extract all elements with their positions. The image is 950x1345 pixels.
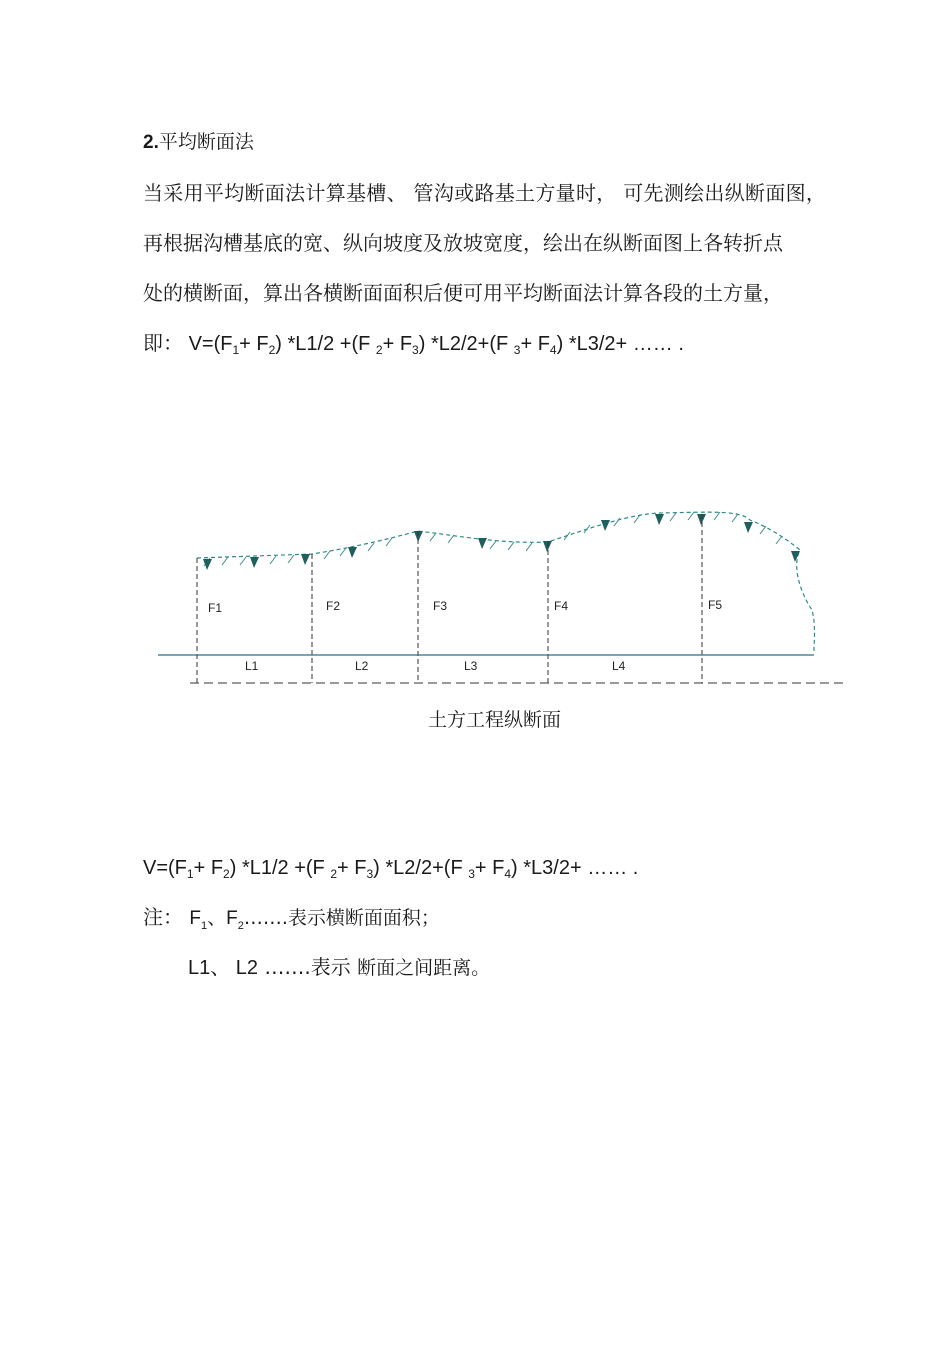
diagram-caption: 土方工程纵断面 — [428, 709, 562, 731]
note-line-2 — [188, 955, 490, 980]
ground-profile-line — [197, 512, 815, 652]
formula-inline — [143, 331, 684, 362]
label-l4: L4 — [612, 659, 626, 673]
note-text-1: …….表示横断面面积； — [243, 907, 440, 929]
label-l2: L2 — [355, 659, 369, 673]
note-text-2: …….表示 — [264, 955, 351, 979]
heading-number: 2. — [143, 132, 159, 153]
label-f3: F3 — [433, 599, 448, 613]
longitudinal-section-diagram — [150, 500, 850, 700]
paragraph-line-3: 处的横断面，算出各横断面面积后便可用平均断面法计算各段的土方量， — [143, 281, 783, 305]
hatching — [204, 512, 782, 566]
label-l3: L3 — [464, 659, 478, 673]
formula-prefix: 即： — [143, 331, 183, 355]
paragraph-line-2: 再根据沟槽基底的宽、纵向坡度及放坡宽度，绘出在纵断面图上各转折点 — [143, 231, 783, 255]
note-text-3: 断面之间距离。 — [357, 957, 491, 979]
label-f2: F2 — [326, 599, 341, 613]
formula-2: $V=(F_1+ F_2)$ *L1/2 +(F $_2+ F_3$) *L2/2+(F $_3+ F_4$) *L3/2+ …… . — [143, 857, 639, 881]
note-l-symbols: L1、 L2 — [188, 957, 259, 979]
label-f1: F1 — [208, 601, 223, 615]
formula-1: $V=(F_1+ F_2)$ *L1/2 +(F $_2+ F_3$) *L2/2+(F $_3+ F_4$) *L3/2+ …… . — [188, 333, 684, 357]
label-f5: F5 — [708, 598, 723, 612]
station-markers — [203, 514, 800, 570]
paragraph-line-1: 当采用平均断面法计算基槽、 管沟或路基土方量时， 可先测绘出纵断面图， — [143, 181, 827, 205]
section-heading — [143, 130, 254, 155]
note-f-symbols: $F_1$、$F_2$ — [189, 908, 244, 932]
label-l1: L1 — [245, 659, 259, 673]
section-lines — [197, 514, 702, 683]
heading-title: 平均断面法 — [158, 131, 254, 153]
note-line-1 — [143, 905, 440, 938]
label-f4: F4 — [554, 599, 569, 613]
note-label: 注： — [143, 905, 183, 929]
